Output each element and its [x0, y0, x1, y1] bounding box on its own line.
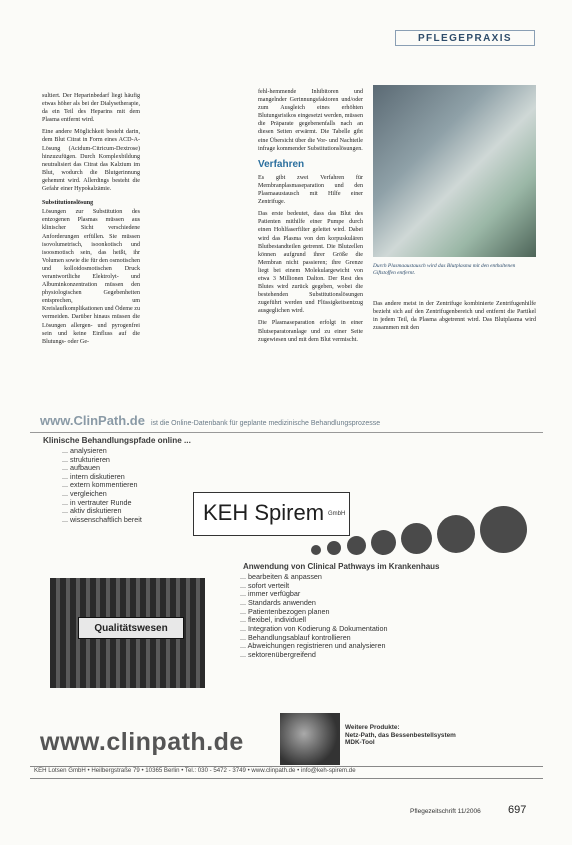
article-column-1	[42, 92, 140, 350]
page-number: 697	[508, 804, 527, 816]
journal-name: Pflegezeitschrift 11/2006	[410, 808, 481, 815]
list-item: ... aufbauen	[62, 463, 100, 473]
list-item: ... Patientenbezogen planen	[240, 606, 330, 616]
list-item: ... bearbeiten & anpassen	[240, 572, 322, 581]
product-line: Netz-Path, das Bessenbestellsystem	[345, 731, 456, 739]
list-item: ... immer verfügbar	[240, 589, 301, 599]
list-item: ... strukturieren	[62, 454, 110, 464]
article-photo	[373, 85, 536, 257]
section-heading: Verfahren	[258, 158, 305, 170]
paragraph: Das erste bedeutet, dass das Blut des Patienten mithilfe einer Pumpe durch einen Hohlfaserfilter geleitet wird. Dabei wird das Plasma von den korpuskulären Blutbestandteilen getrennt. Die Blutzellen können aufgrund ihrer Größe die Membran nicht passieren; ihre Grenze liegt bei einem Molekulargewicht von etwa 3 Millionen Dalton. Der Rest des Blutes wird zurück gegeben, wobei die bestehenden Substitutionslösungen zugeführt werden und Flüssigkeitsentzug ausgeglichen wird.	[258, 211, 363, 315]
list-item: ... Behandlungsablauf kontrollieren	[240, 632, 351, 642]
list-item: ... flexibel, individuell	[240, 615, 306, 625]
ad-online-list	[62, 447, 142, 524]
company-suffix: GmbH	[328, 511, 346, 517]
product-line: Weitere Produkte:	[345, 724, 400, 731]
list-item: ... in vertrauter Runde	[62, 497, 132, 507]
ad-top-line	[40, 413, 540, 428]
article-column-2	[258, 88, 363, 348]
ad-application-title: Anwendung von Clinical Pathways im Krankenhaus	[243, 562, 440, 571]
paragraph: Eine andere Möglichkeit besteht darin, dem Blut Citrat in Form eines ACD-A-Lösung (Acidum-Citricum-Dextrose) hinzuzufügen. Durch Komplexbildung neutralisiert das Citrat das Kalzium im Blut, wodurch die Blutgerinnung gehemmt wird. Allerdings besteht die Gefahr einer Hypokalzämie.	[42, 129, 140, 193]
ad-top-url[interactable]: www.ClinPath.de	[40, 413, 145, 428]
section-header: PFLEGEPRAXIS	[395, 30, 535, 46]
divider	[30, 432, 543, 433]
product-image	[280, 713, 340, 765]
ad-application-list	[240, 573, 387, 660]
paragraph: Lösungen zur Substitution des entzogenen Plasmas müssen aus klinischer Sicht verschiedene Anforderungen erfüllen. Sie müssen isovolumetrisch, isoonkotisch und isoosmotisch sein, das heißt, ihr Volumen sowie die für den osmotischen und kolloidosmotischen Druck verantwortliche Elektrolyt- und Albuminkonzentration müssen den physiologischen Gegebenheiten entsprechen, um Kreislaufkomplikationen und Ödeme zu vermeiden. Darüber hinaus müssen die Lösungen allergen- und pyrogenfrei sein und keine Einfluss auf die Blutungs- oder Ge-	[42, 209, 140, 345]
paragraph: Das andere meist in der Zentrifuge kombinierte Zentrifugenhilfe bezieht sich auf den Zentrifugenbereich und entfernt die Partikel in jedem Teil, da Plasma abgetrennt wird. Das Blutplasma wird zusammen mit den	[373, 301, 536, 332]
list-item: ... vergleichen	[62, 488, 107, 498]
list-item: ... Standards anwenden	[240, 597, 316, 607]
decorative-dot	[347, 536, 366, 555]
product-line: MDK-Tool	[345, 739, 375, 747]
subheading: Substitutionslösung	[42, 200, 94, 207]
qualitaetswesen-sign: Qualitätswesen	[78, 617, 184, 639]
decorative-dot	[327, 541, 341, 555]
decorative-dot	[437, 515, 475, 553]
list-item: ... aktiv diskutieren	[62, 506, 122, 516]
ad-top-text: ist die Online-Datenbank für geplante medizinische Behandlungsprozesse	[150, 420, 381, 427]
paragraph: Es gibt zwei Verfahren für Membranplasmaseparation und den Plasmaaustausch mit Hilfe einer Zentrifuge.	[258, 174, 363, 206]
photo-caption: Durch Plasmaaustausch wird das Blutplasma mit den enthaltenen Giftstoffen entfernt.	[373, 263, 516, 277]
paragraph: fehl-hemmende Inhibitoren und mangelnder Gerinnungsfaktoren und/oder zum Ausgleich eines erhöhten Blutungsrisikos eingesetzt werden, müssen die Präparate gegebenenfalls nach an diesen Seiten erwärmt. Die Tabelle gibt eine Übersicht über die Vor- und Nachteile infrage kommender Substitutionslösungen.	[258, 89, 363, 152]
decorative-dot	[401, 523, 432, 554]
list-item: ... sektorenübergreifend	[240, 649, 316, 659]
list-item: ... wissenschaftlich bereit	[62, 514, 142, 524]
ad-footer: KEH Lotsen GmbH • Heilbergstraße 79 • 10365 Berlin • Tel.: 030 - 5472 - 3749 • www.clinpath.de • info@keh-spirem.de	[34, 767, 356, 774]
paragraph: sultiert. Der Heparinbedarf liegt häufig etwas höher als bei der Dialysetherapie, da ein Teil des Heparins mit dem Plasma entfernt wird.	[42, 93, 140, 124]
decorative-dot	[371, 530, 396, 555]
decorative-dot	[311, 545, 321, 555]
article-column-3	[373, 300, 536, 336]
list-item: ... Integration von Kodierung & Dokumentation	[240, 623, 388, 633]
product-text	[345, 724, 456, 747]
paragraph: Die Plasmaseparation erfolgt in einer Blutseparatoranlage und zu einer Seite zugewiesen und mit dem Blut vermischt.	[258, 320, 363, 343]
list-item: ... intern diskutieren	[62, 471, 125, 481]
company-name: KEH Spirem	[203, 500, 325, 525]
list-item: ... sofort verteilt	[240, 580, 290, 590]
ad-big-url[interactable]: www.clinpath.de	[40, 728, 244, 756]
ad-online-title: Klinische Behandlungspfade online ...	[43, 436, 191, 445]
list-item: ... Abweichungen registrieren und analysieren	[240, 641, 386, 651]
list-item: ... extern kommentieren	[62, 480, 138, 490]
decorative-dot	[480, 506, 527, 553]
list-item: ... analysieren	[62, 446, 107, 455]
